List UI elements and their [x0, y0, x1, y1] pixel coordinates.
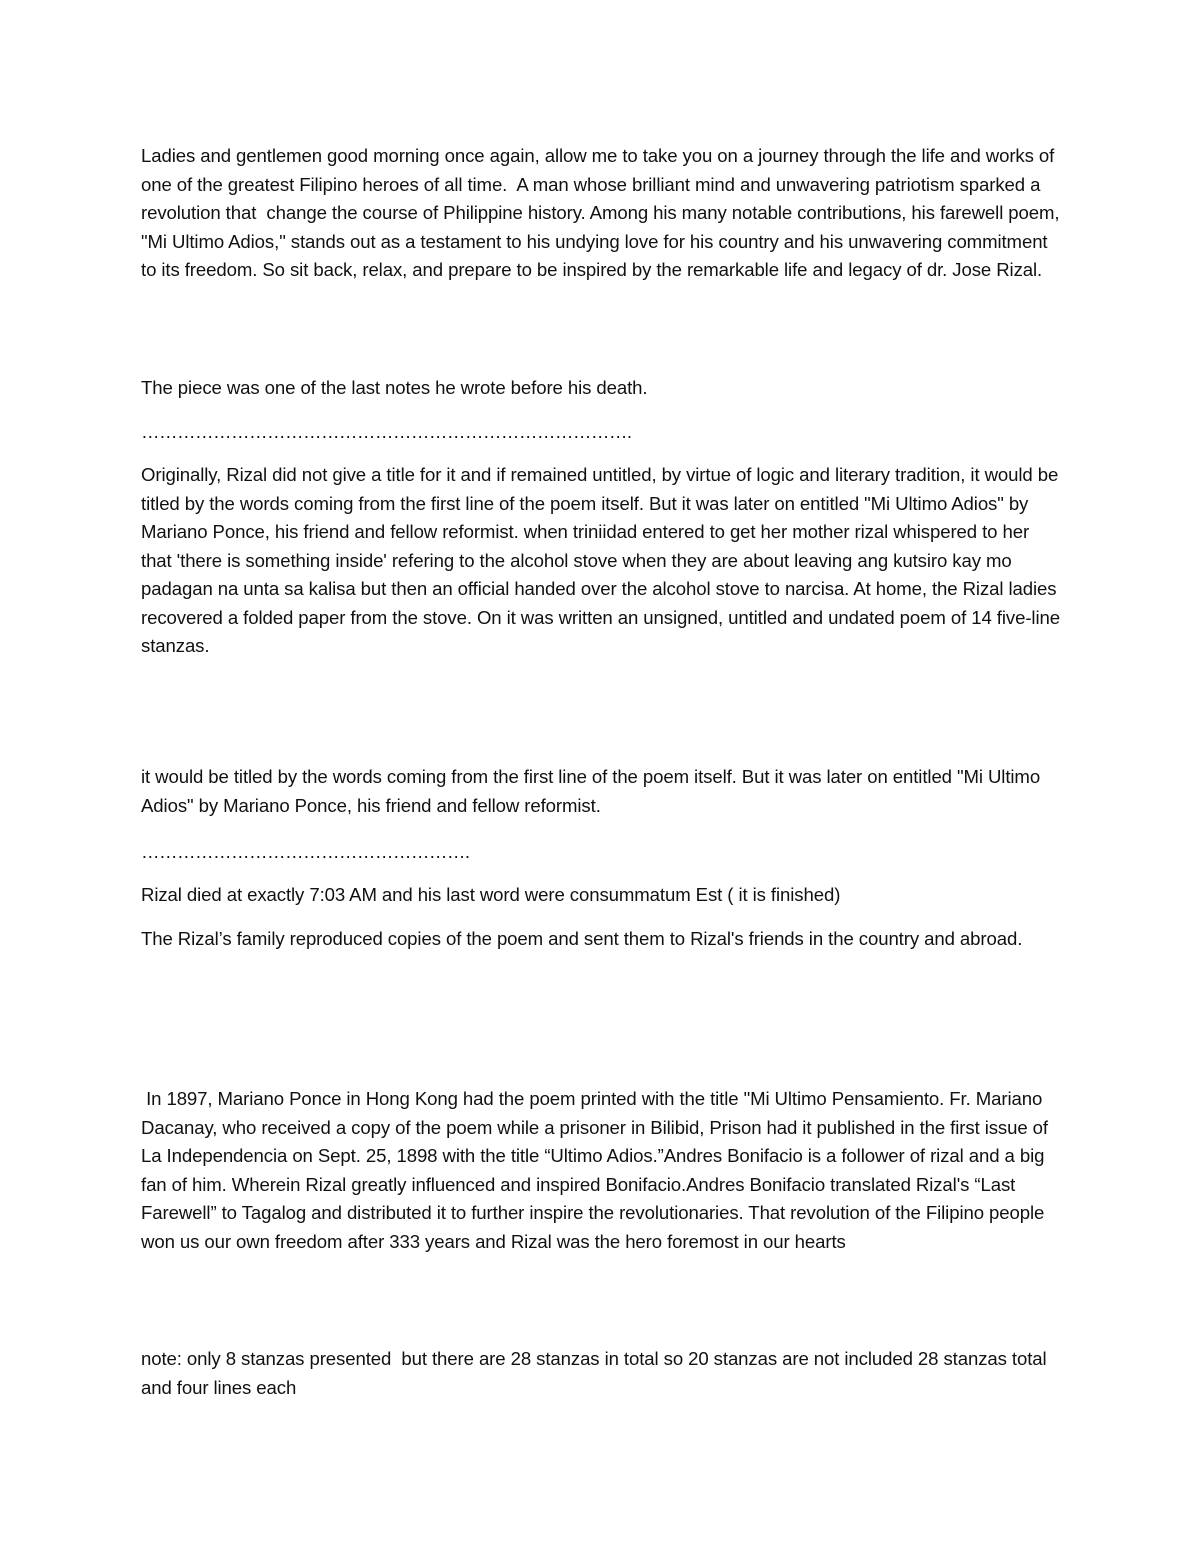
title-origin-paragraph: Originally, Rizal did not give a title for it and if remained untitled, by virtue of logic and literary tradition, it would be titled by the words coming from the first line of the poem itself. But it was later on entitled "Mi Ultimo Adios" by Mariano Ponce, his friend and fellow reformist. when triniidad entered to get her mother rizal whispered to her that 'there is something inside' refering to the alcohol stove when they are about leaving ang kutsiro kay mo padagan na unta sa kalisa but then an official handed over the alcohol stove to narcisa. At home, the Rizal ladies recovered a folded paper from the stove. On it was written an unsigned, untitled and undated poem of 14 five-line stanzas.	[141, 464, 1066, 656]
stanza-note-paragraph: note: only 8 stanzas presented but there are 28 stanzas in total so 20 stanzas are not included 28 stanzas total and four lines each	[141, 1348, 1052, 1398]
last-notes-paragraph: The piece was one of the last notes he wrote before his death.	[141, 377, 648, 398]
family-copies-paragraph: The Rizal’s family reproduced copies of the poem and sent them to Rizal's friends in the country and abroad.	[141, 928, 1023, 949]
dotted-separator-2: ……………………………………………….	[141, 841, 470, 862]
intro-paragraph: Ladies and gentlemen good morning once again, allow me to take you on a journey through the life and works of one of the greatest Filipino heroes of all time. A man whose brilliant mind and unwavering patriotism sparked a revolution that change the course of Philippine history. Among his many notable contributions, his farewell poem, "Mi Ultimo Adios," stands out as a testament to his undying love for his country and his unwavering commitment to its freedom. So sit back, relax, and prepare to be inspired by the remarkable life and legacy of dr. Jose Rizal.	[141, 145, 1065, 280]
death-paragraph: Rizal died at exactly 7:03 AM and his last word were consummatum Est ( it is finished)	[141, 884, 841, 905]
dotted-separator-1: ……………………………………………………………………….	[141, 421, 632, 442]
publication-history-paragraph: In 1897, Mariano Ponce in Hong Kong had the poem printed with the title "Mi Ultimo Pensamiento. Fr. Mariano Dacanay, who received a copy of the poem while a prisoner in Bilibid, Prison had it published in the first issue of La Independencia on Sept. 25, 1898 with the title “Ultimo Adios.”Andres Bonifacio is a follower of rizal and a big fan of him. Wherein Rizal greatly influenced and inspired Bonifacio.Andres Bonifacio translated Rizal's “Last Farewell” to Tagalog and distributed it to further inspire the revolutionaries. That revolution of the Filipino people won us our own freedom after 333 years and Rizal was the hero foremost in our hearts	[141, 1088, 1054, 1252]
title-repeat-paragraph: it would be titled by the words coming from the first line of the poem itself. But it was later on entitled "Mi Ultimo Adios" by Mariano Ponce, his friend and fellow reformist.	[141, 766, 1045, 816]
